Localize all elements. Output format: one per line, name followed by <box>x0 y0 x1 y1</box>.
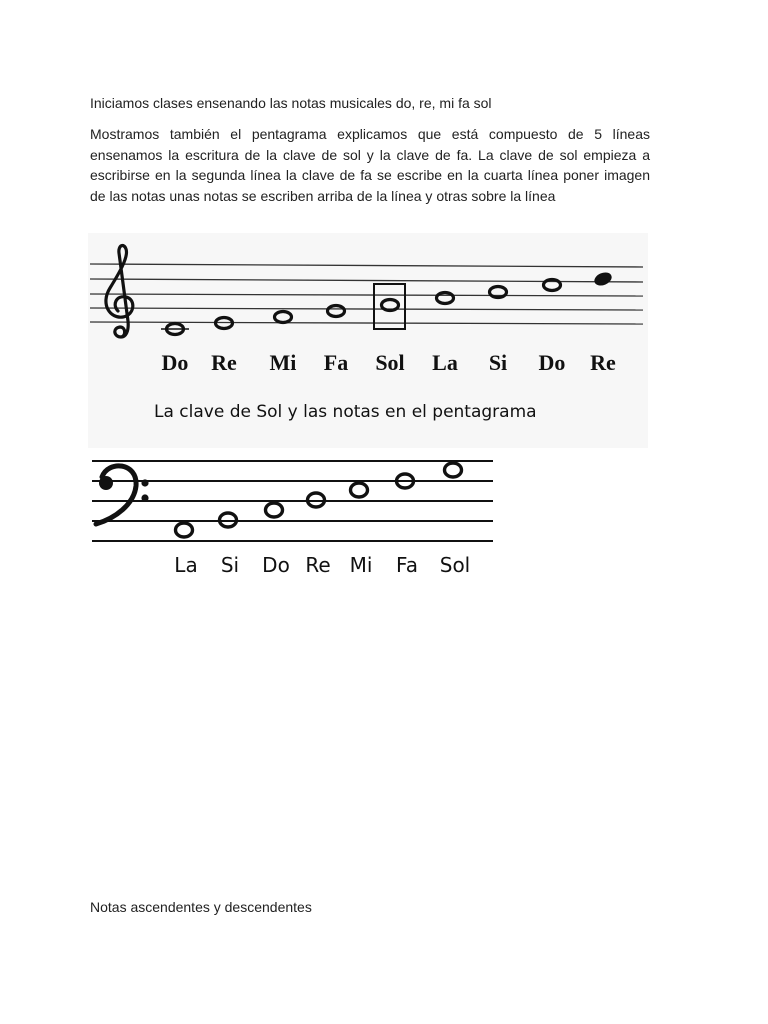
bass-staff-lines <box>92 461 493 541</box>
note-label: Fa <box>323 350 349 375</box>
bass-staff-figure <box>88 452 498 587</box>
sol-highlight-box <box>374 284 405 329</box>
treble-labels-group <box>162 350 617 375</box>
footer-paragraph: Notas ascendentes y descendentes <box>90 899 312 915</box>
intro-paragraph: Iniciamos clases ensenando las notas musicales do, re, mi fa sol <box>90 95 492 111</box>
note-label: Re <box>211 350 237 375</box>
note-head <box>275 312 292 323</box>
treble-caption: La clave de Sol y las notas en el pentagrama <box>154 402 537 422</box>
note-label: La <box>174 553 198 577</box>
note-label: La <box>432 350 458 375</box>
note-head <box>266 503 283 517</box>
note-label: Sol <box>375 350 405 375</box>
bass-clef-icon <box>96 466 149 524</box>
note-label: Mi <box>269 350 297 375</box>
body-paragraph: Mostramos también el pentagrama explicamos que está compuesto de 5 líneas ensenamos la escritura de la clave de sol y la clave de fa. La clave de sol empieza a escribirse en la segunda línea la clave de fa se escribe en la cuarta línea poner imagen de las notas unas notas se escriben arriba de la línea y otras sobre la línea <box>90 126 650 204</box>
treble-staff-svg <box>88 233 648 448</box>
treble-staff-figure <box>88 233 648 448</box>
note-label: Mi <box>349 553 373 577</box>
note-label: Re <box>590 350 616 375</box>
note-head <box>328 306 345 317</box>
treble-staff-lines <box>90 264 643 324</box>
note-head <box>445 463 462 477</box>
note-label: Do <box>161 350 189 375</box>
note-head <box>593 271 613 288</box>
note-label: Fa <box>396 553 418 577</box>
bass-staff-svg <box>88 452 498 587</box>
treble-clef-icon <box>106 246 133 337</box>
note-label: Do <box>538 350 566 375</box>
bass-labels-group <box>174 553 470 577</box>
note-label: Re <box>305 553 331 577</box>
note-label: Sol <box>439 553 471 577</box>
note-head <box>351 483 368 497</box>
note-label: Si <box>220 553 240 577</box>
note-head <box>176 523 193 537</box>
note-head <box>437 293 454 304</box>
note-label: Do <box>262 553 290 577</box>
note-label: Si <box>488 350 508 375</box>
